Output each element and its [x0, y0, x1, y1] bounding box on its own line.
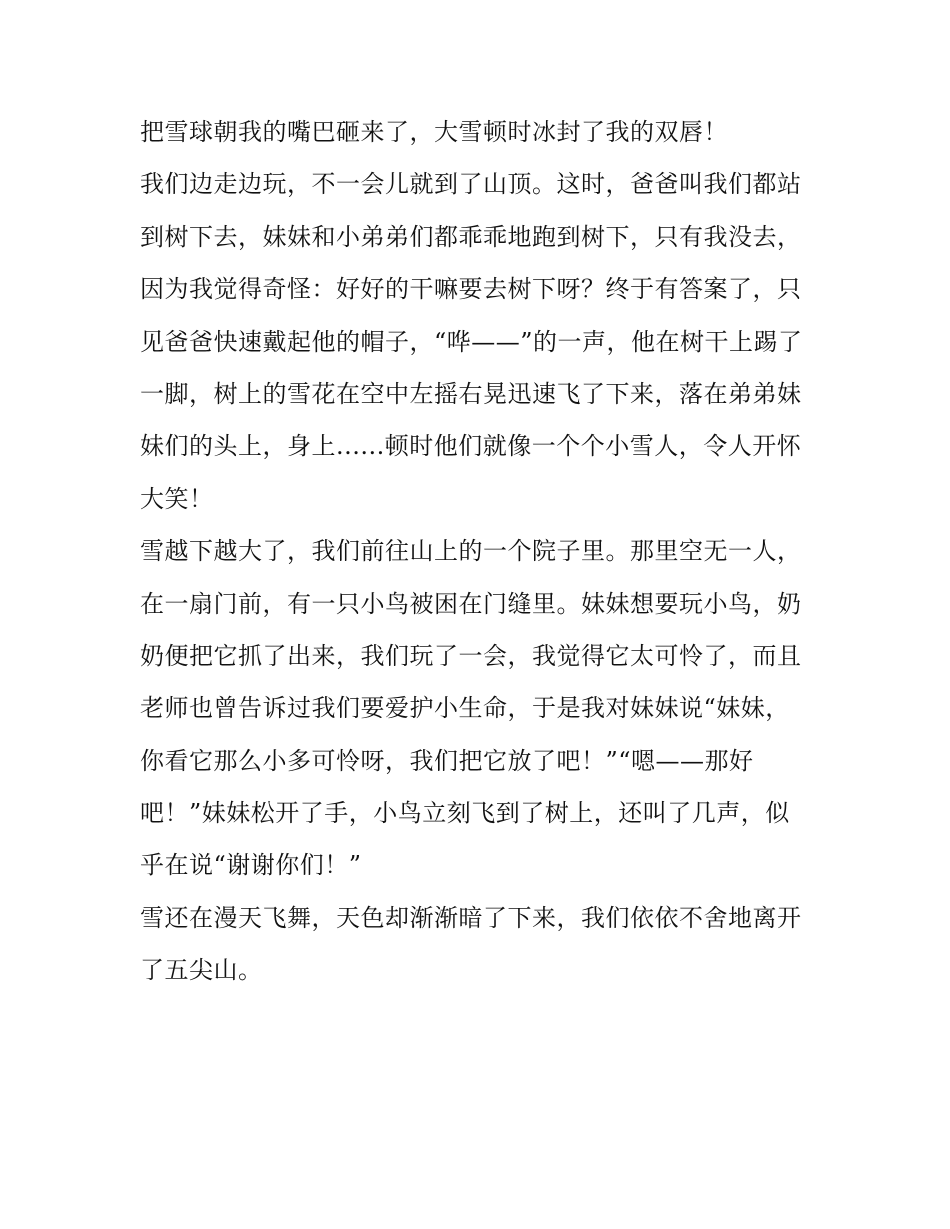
text-line: 乎在说“谢谢你们！” [140, 851, 362, 880]
text-line: 一脚，树上的雪花在空中左摇右晃迅速飞了下来，落在弟弟妹 [140, 379, 802, 408]
text-line: 老师也曾告诉过我们要爱护小生命，于是我对妹妹说“妹妹， [140, 694, 790, 723]
text-line: 雪越下越大了，我们前往山上的一个院子里。那里空无一人， [140, 537, 802, 566]
text-line: 雪还在漫天飞舞，天色却渐渐暗了下来，我们依依不舍地离开 [140, 903, 802, 932]
text-line: 大笑！ [140, 484, 214, 513]
text-line: 你看它那么小多可怜呀，我们把它放了吧！”“嗯——那好 [140, 746, 754, 775]
text-line: 到树下去，妹妹和小弟弟们都乖乖地跑到树下，只有我没去， [140, 222, 802, 251]
text-line: 妹们的头上，身上......顿时他们就像一个个小雪人，令人开怀 [140, 432, 802, 461]
text-line: 了五尖山。 [140, 956, 263, 985]
text-line: 把雪球朝我的嘴巴砸来了，大雪顿时冰封了我的双唇！ [140, 118, 728, 146]
text-line: 因为我觉得奇怪：好好的干嘛要去树下呀？终于有答案了，只 [140, 275, 802, 304]
text-line: 奶便把它抓了出来，我们玩了一会，我觉得它太可怜了，而且 [140, 641, 802, 670]
text-line: 见爸爸快速戴起他的帽子，“哗——”的一声，他在树干上踢了 [140, 327, 803, 356]
text-line: 我们边走边玩，不一会儿就到了山顶。这时，爸爸叫我们都站 [140, 170, 802, 199]
essay-text [140, 112, 820, 1003]
text-line: 吧！”妹妹松开了手，小鸟立刻飞到了树上，还叫了几声，似 [140, 799, 790, 828]
text-line: 在一扇门前，有一只小鸟被困在门缝里。妹妹想要玩小鸟，奶 [140, 589, 802, 618]
